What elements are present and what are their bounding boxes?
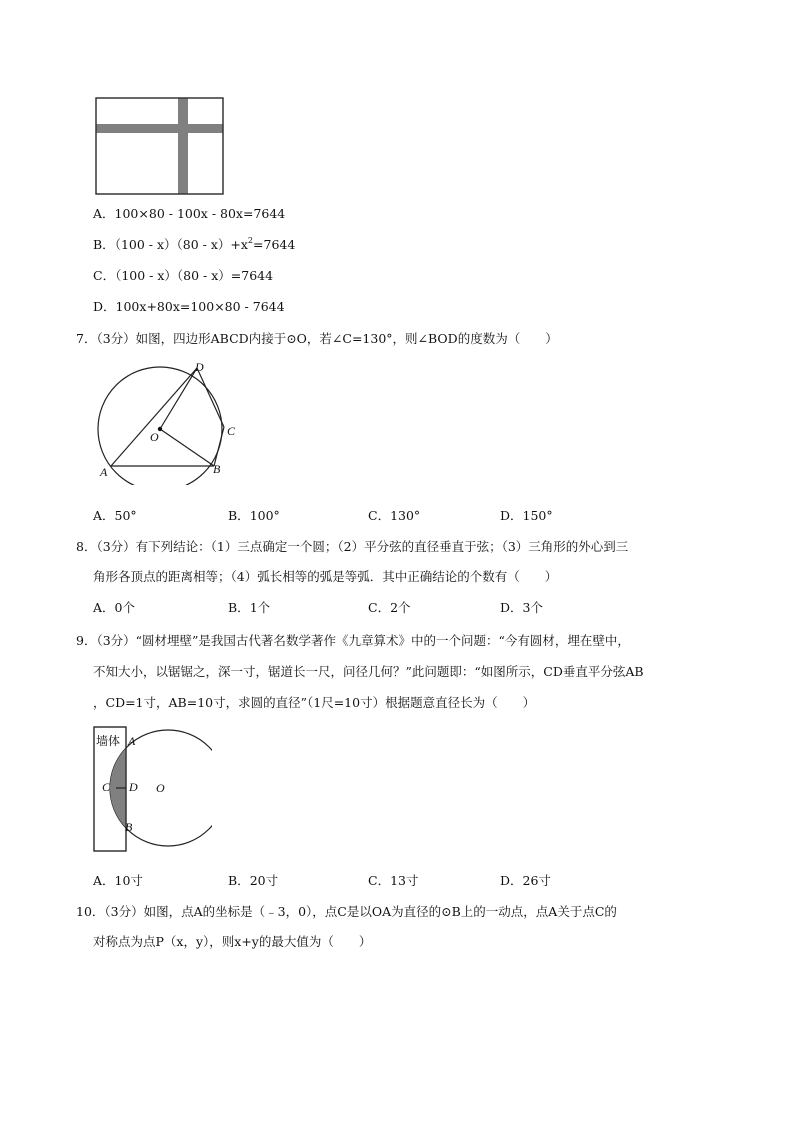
- q9-text-3: ，CD=1寸，AB=10寸，求圆的直径”（1尺=10寸）根据题意直径长为（ ）: [93, 695, 536, 710]
- q7-option-c-text: 130°: [390, 508, 421, 523]
- q6-option-b-sup: 2: [247, 236, 254, 245]
- q7-number: 7．: [76, 331, 97, 346]
- q7-option-b-label: B．: [228, 508, 250, 523]
- q9-label-c: C: [102, 780, 111, 794]
- q7-option-d-text: 150°: [522, 508, 553, 523]
- q6-option-a-label: A．: [93, 206, 115, 221]
- q8-number: 8．: [76, 539, 97, 554]
- q7-chord-ad: [111, 368, 197, 466]
- q10-stem-line2: [93, 933, 371, 951]
- q6-option-b[interactable]: [93, 236, 295, 254]
- q7-option-d[interactable]: [500, 507, 553, 525]
- q6-rectangle: [96, 98, 223, 194]
- q7-label-o: O: [150, 430, 159, 444]
- q7-option-b-text: 100°: [249, 508, 280, 523]
- q8-stem-line2: [93, 568, 557, 586]
- q7-radius-od: [160, 368, 197, 429]
- q8-option-d-label: D．: [500, 600, 523, 615]
- q6-figure: [95, 97, 225, 196]
- q7-option-c[interactable]: [368, 507, 420, 525]
- q6-option-d[interactable]: [93, 298, 285, 316]
- q10-stem-line1: [76, 903, 617, 921]
- q7-option-d-label: D．: [500, 508, 523, 523]
- q9-stem-line2: [93, 663, 644, 681]
- q7-label-b: B: [213, 462, 221, 476]
- q9-option-d-label: D．: [500, 873, 523, 888]
- q9-stem-line3: [93, 694, 535, 712]
- q7-label-c: C: [227, 424, 236, 438]
- q9-label-wall: 墙体: [96, 734, 121, 748]
- q9-label-a: A: [128, 734, 136, 748]
- q8-option-d[interactable]: [500, 599, 543, 617]
- q9-option-a-text: 10寸: [114, 873, 143, 888]
- q9-label-d: D: [129, 780, 138, 794]
- q8-option-b[interactable]: [228, 599, 270, 617]
- q7-circle: [98, 367, 222, 485]
- q10-text-1: 如图，点A的坐标是（﹣3，0），点C是以OA为直径的⊙B上的一动点，点A关于点C的: [143, 904, 617, 919]
- q6-option-c[interactable]: [93, 267, 273, 285]
- q7-text: 如图，四边形ABCD内接于⊙O，若∠C=130°，则∠BOD的度数为（ ）: [135, 331, 558, 346]
- q9-option-c-label: C．: [368, 873, 391, 888]
- q6-option-c-label: C．: [93, 268, 116, 283]
- q9-option-b-text: 20寸: [249, 873, 279, 888]
- q9-label-o: O: [156, 781, 165, 795]
- q9-option-b[interactable]: [228, 872, 278, 890]
- q8-stem-line1: [76, 538, 628, 556]
- q6-option-b-tail: =7644: [253, 237, 296, 252]
- q9-option-a-label: A．: [93, 873, 115, 888]
- q9-option-d-text: 26寸: [522, 873, 551, 888]
- q10-score: （3分）: [104, 904, 144, 919]
- q8-option-c-label: C．: [368, 600, 391, 615]
- q10-number: 10．: [76, 904, 105, 919]
- q8-text-1: 有下列结论：（1）三点确定一个圆；（2）平分弦的直径垂直于弦；（3）三角形的外心到三: [135, 539, 629, 554]
- q6-vertical-road: [178, 98, 188, 194]
- q6-option-d-text: 100x+80x=100×80 - 7644: [115, 299, 285, 314]
- q7-option-a-label: A．: [93, 508, 115, 523]
- q8-text-2: 角形各顶点的距离相等；（4）弧长相等的弧是等弧．其中正确结论的个数有（ ）: [93, 569, 558, 584]
- q9-text-1: “圆材埋壁”是我国古代著名数学著作《九章算术》中的一个问题：“今有圆材，埋在壁中，: [135, 633, 630, 648]
- q9-option-a[interactable]: [93, 872, 143, 890]
- q9-option-c-text: 13寸: [390, 873, 419, 888]
- q7-label-a: A: [100, 465, 108, 479]
- q8-option-b-label: B．: [228, 600, 250, 615]
- q7-option-a-text: 50°: [114, 508, 137, 523]
- q10-text-2: 对称点为点P（x，y），则x+y的最大值为（ ）: [93, 934, 372, 949]
- q6-option-c-text: （100 - x）（80 - x）=7644: [115, 268, 274, 283]
- q6-option-a[interactable]: [93, 205, 285, 223]
- q8-option-d-text: 3个: [522, 600, 543, 615]
- q8-score: （3分）: [96, 539, 136, 554]
- q7-option-a[interactable]: [93, 507, 137, 525]
- q8-option-c-text: 2个: [390, 600, 411, 615]
- q9-text-2: 不知大小，以锯锯之，深一寸，锯道长一尺，问径几何？”此问题即：“如图所示，CD垂直平分弦AB: [93, 664, 644, 679]
- q6-horizontal-road: [96, 124, 223, 133]
- q8-option-a-label: A．: [93, 600, 115, 615]
- q8-option-b-text: 1个: [249, 600, 271, 615]
- q9-option-d[interactable]: [500, 872, 551, 890]
- q8-option-a-text: 0个: [114, 600, 135, 615]
- q7-radius-ob: [160, 429, 214, 466]
- q7-option-b[interactable]: [228, 507, 280, 525]
- q6-option-b-label: B．: [93, 237, 115, 252]
- q7-stem: [76, 330, 558, 348]
- q8-option-c[interactable]: [368, 599, 411, 617]
- q6-option-d-label: D．: [93, 299, 116, 314]
- q8-option-a[interactable]: [93, 599, 135, 617]
- q9-label-b: B: [125, 820, 133, 834]
- q9-score: （3分）: [96, 633, 136, 648]
- q9-option-b-label: B．: [228, 873, 250, 888]
- q7-label-d: D: [195, 360, 204, 374]
- q9-option-c[interactable]: [368, 872, 418, 890]
- q7-score: （3分）: [96, 331, 136, 346]
- q6-option-a-text: 100×80 - 100x - 80x=7644: [114, 206, 286, 221]
- q7-option-c-label: C．: [368, 508, 391, 523]
- q9-stem-line1: [76, 632, 630, 650]
- q9-number: 9．: [76, 633, 97, 648]
- q7-chord-cb: [214, 427, 224, 466]
- q6-option-b-text: （100 - x）（80 - x）+x: [114, 237, 248, 252]
- q7-chord-dc: [197, 368, 224, 427]
